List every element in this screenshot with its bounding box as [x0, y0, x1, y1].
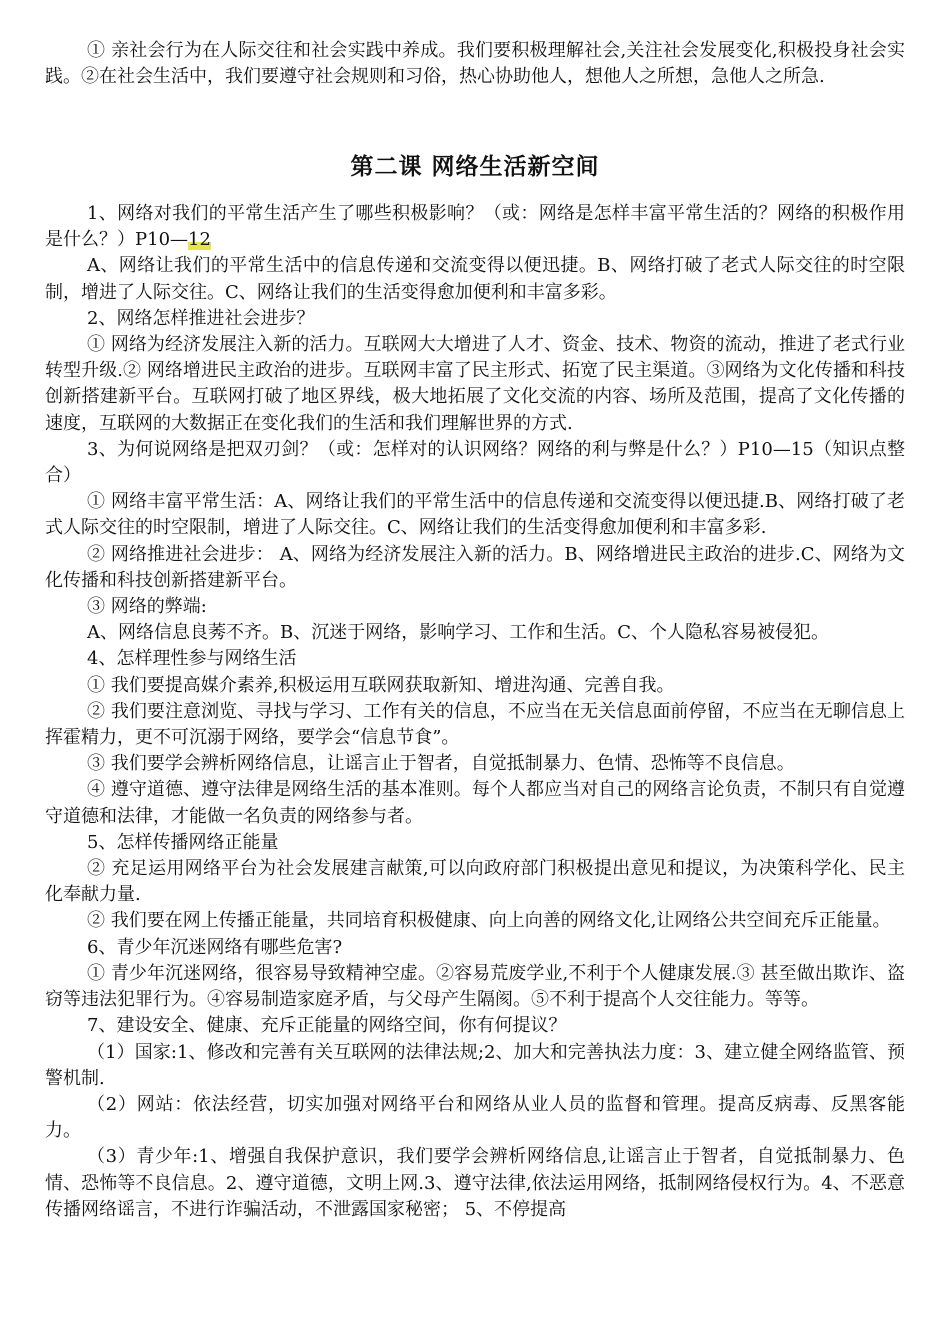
answer-4-item-4: ④ 遵守道德、遵守法律是网络生活的基本准则。每个人都应当对自己的网络言论负责，不制只有自觉遵守道德和法律，才能做一名负责的网络参与者。	[45, 779, 905, 827]
answer-2: ① 网络为经济发展注入新的活力。互联网大大增进了人才、资金、技术、物资的流动，推进了老式行业转型升级.② 网络增进民主政治的进步。互联网丰富了民主形式、拓宽了民主渠道。③网络为文化传播和科技创新搭建新平台。互联网打破了地区界线，极大地拓展了文化交流的内容、场所及范围，提高了文化传播的速度，互联网的大数据正在变化我们的生活和我们理解世界的方式.	[45, 334, 905, 434]
question-3: 3、为何说网络是把双刃剑？（或：怎样对的认识网络？网络的利与弊是什么？）P10—15（知识点整合）	[45, 438, 905, 487]
answer-4-item-2: ② 我们要注意浏览、寻找与学习、工作有关的信息，不应当在无关信息面前停留，不应当在无聊信息上挥霍精力，更不可沉溺于网络，要学会“信息节食”。	[45, 700, 905, 749]
question-5: 5、怎样传播网络正能量	[87, 831, 279, 853]
answer-1: A、网络让我们的平常生活中的信息传递和交流变得以便迅捷。B、网络打破了老式人际交往的时空限制，增进了人际交往。C、网络让我们的生活变得愈加便利和丰富多彩。	[45, 255, 905, 303]
question-7: 7、建设安全、健康、充斥正能量的网络空间，你有何提议？	[87, 1015, 567, 1037]
question-1	[45, 201, 905, 253]
intro-paragraph	[45, 38, 905, 90]
lesson-body	[45, 201, 905, 1223]
answer-5-item-1: ② 充足运用网络平台为社会发展建言献策,可以向政府部门积极提出意见和提议，为决策科学化、民主化奉献力量.	[45, 858, 905, 906]
lesson-title: 第二课 网络生活新空间	[350, 153, 600, 180]
answer-7-item-3: （3）青少年:1、增强自我保护意识，我们要学会辨析网络信息,让谣言止于智者，自觉抵制暴力、色情、恐怖等不良信息。2、遵守道德，文明上网.3、遵守法律,依法运用网络，抵制网络侵权行为。4、不恶意传播网络谣言，不进行诈骗活动，不泄露国家秘密； 5、不停提高	[45, 1146, 905, 1220]
highlighted-page-ref: 12	[188, 229, 211, 251]
question-1-text: 1、网络对我们的平常生活产生了哪些积极影响？（或：网络是怎样丰富平常生活的？网络的积极作用是什么？）P10—	[45, 203, 905, 251]
answer-3-item-4: A、网络信息良莠不齐。B、沉迷于网络，影响学习、工作和生活。C、个人隐私容易被侵犯。	[87, 622, 829, 644]
answer-7-item-2: （2）网站：依法经营，切实加强对网络平台和网络从业人员的监督和管理。提高反病毒、反黑客能力。	[45, 1093, 905, 1142]
answer-3-item-2: ② 网络推进社会进步： A、网络为经济发展注入新的活力。B、网络增进民主政治的进步.C、网络为文化传播和科技创新搭建新平台。	[45, 543, 905, 591]
answer-3-item-3: ③ 网络的弊端:	[87, 596, 207, 618]
answer-4-item-1: ① 我们要提高媒介素养,积极运用互联网获取新知、增进沟通、完善自我。	[87, 674, 675, 696]
intro-text: ① 亲社会行为在人际交往和社会实践中养成。我们要积极理解社会,关注社会发展变化,积极投身社会实践。②在社会生活中，我们要遵守社会规则和习俗，热心协助他人，想他人之所想，急他人之所急.	[45, 40, 905, 88]
answer-3-item-1: ① 网络丰富平常生活：A、网络让我们的平常生活中的信息传递和交流变得以便迅捷.B、网络打破了老式人际交往的时空限制，增进了人际交往。C、网络让我们的生活变得愈加便利和丰富多彩.	[45, 491, 905, 539]
question-6: 6、青少年沉迷网络有哪些危害?	[87, 936, 343, 958]
question-4: 4、怎样理性参与网络生活	[87, 648, 297, 670]
question-2: 2、网络怎样推进社会进步？	[87, 307, 315, 329]
answer-7-item-1: （1）国家:1、修改和完善有关互联网的法律法规;2、加大和完善执法力度：3、建立健全网络监管、预警机制.	[45, 1041, 905, 1089]
answer-5-item-2: ② 我们要在网上传播正能量，共同培育积极健康、向上向善的网络文化,让网络公共空间充斥正能量。	[87, 910, 891, 932]
answer-4-item-3: ③ 我们要学会辨析网络信息，让谣言止于智者，自觉抵制暴力、色情、恐怖等不良信息。	[87, 753, 795, 775]
answer-6: ① 青少年沉迷网络，很容易导致精神空虚。②容易荒废学业,不利于个人健康发展.③ 甚至做出欺诈、盗窃等违法犯罪行为。④容易制造家庭矛盾，与父母产生隔阂。⑤不利于提高个人交往能力。等等。	[45, 962, 905, 1011]
